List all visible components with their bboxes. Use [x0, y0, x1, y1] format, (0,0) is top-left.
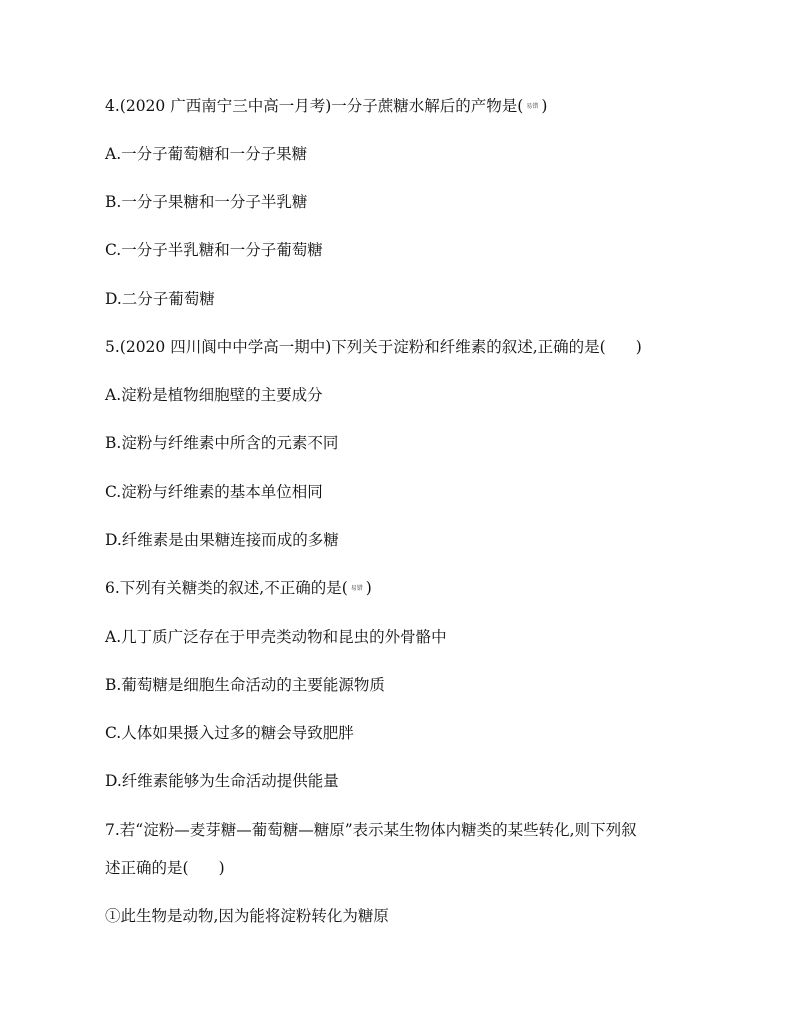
question-4-option-c: C.一分子半乳糖和一分子葡萄糖	[105, 241, 323, 259]
question-7-stem-line-1: 7.若“淀粉—麦芽糖—葡萄糖—糖原”表示某生物体内糖类的某些转化,则下列叙	[105, 821, 637, 839]
difficulty-mark: 易错	[350, 585, 363, 592]
question-5-option-d: D.纤维素是由果糖连接而成的多糖	[105, 531, 339, 549]
question-4-option-a: A.一分子葡萄糖和一分子果糖	[105, 145, 308, 163]
question-5-stem: 5.(2020 四川阆中中学高一期中)下列关于淀粉和纤维素的叙述,正确的是( )	[105, 338, 642, 356]
question-4-stem: 4.(2020 广西南宁三中高一月考)一分子蔗糖水解后的产物是( 易错 )	[105, 97, 548, 115]
question-5-option-a: A.淀粉是植物细胞壁的主要成分	[105, 386, 323, 404]
question-5-option-c: C.淀粉与纤维素的基本单位相同	[105, 483, 323, 501]
question-7-stem-line-2: 述正确的是( )	[105, 859, 225, 877]
question-7-statement-1: ①此生物是动物,因为能将淀粉转化为糖原	[105, 907, 389, 925]
difficulty-mark: 易错	[526, 103, 539, 110]
question-6-option-d: D.纤维素能够为生命活动提供能量	[105, 772, 339, 790]
question-4-option-b: B.一分子果糖和一分子半乳糖	[105, 193, 308, 211]
question-6-option-b: B.葡萄糖是细胞生命活动的主要能源物质	[105, 676, 385, 694]
question-5-option-b: B.淀粉与纤维素中所含的元素不同	[105, 434, 339, 452]
question-6-stem: 6.下列有关糖类的叙述,不正确的是( 易错 )	[105, 579, 372, 597]
question-6-option-c: C.人体如果摄入过多的糖会导致肥胖	[105, 724, 354, 742]
question-4-option-d: D.二分子葡萄糖	[105, 290, 215, 308]
question-6-option-a: A.几丁质广泛存在于甲壳类动物和昆虫的外骨骼中	[105, 628, 447, 646]
